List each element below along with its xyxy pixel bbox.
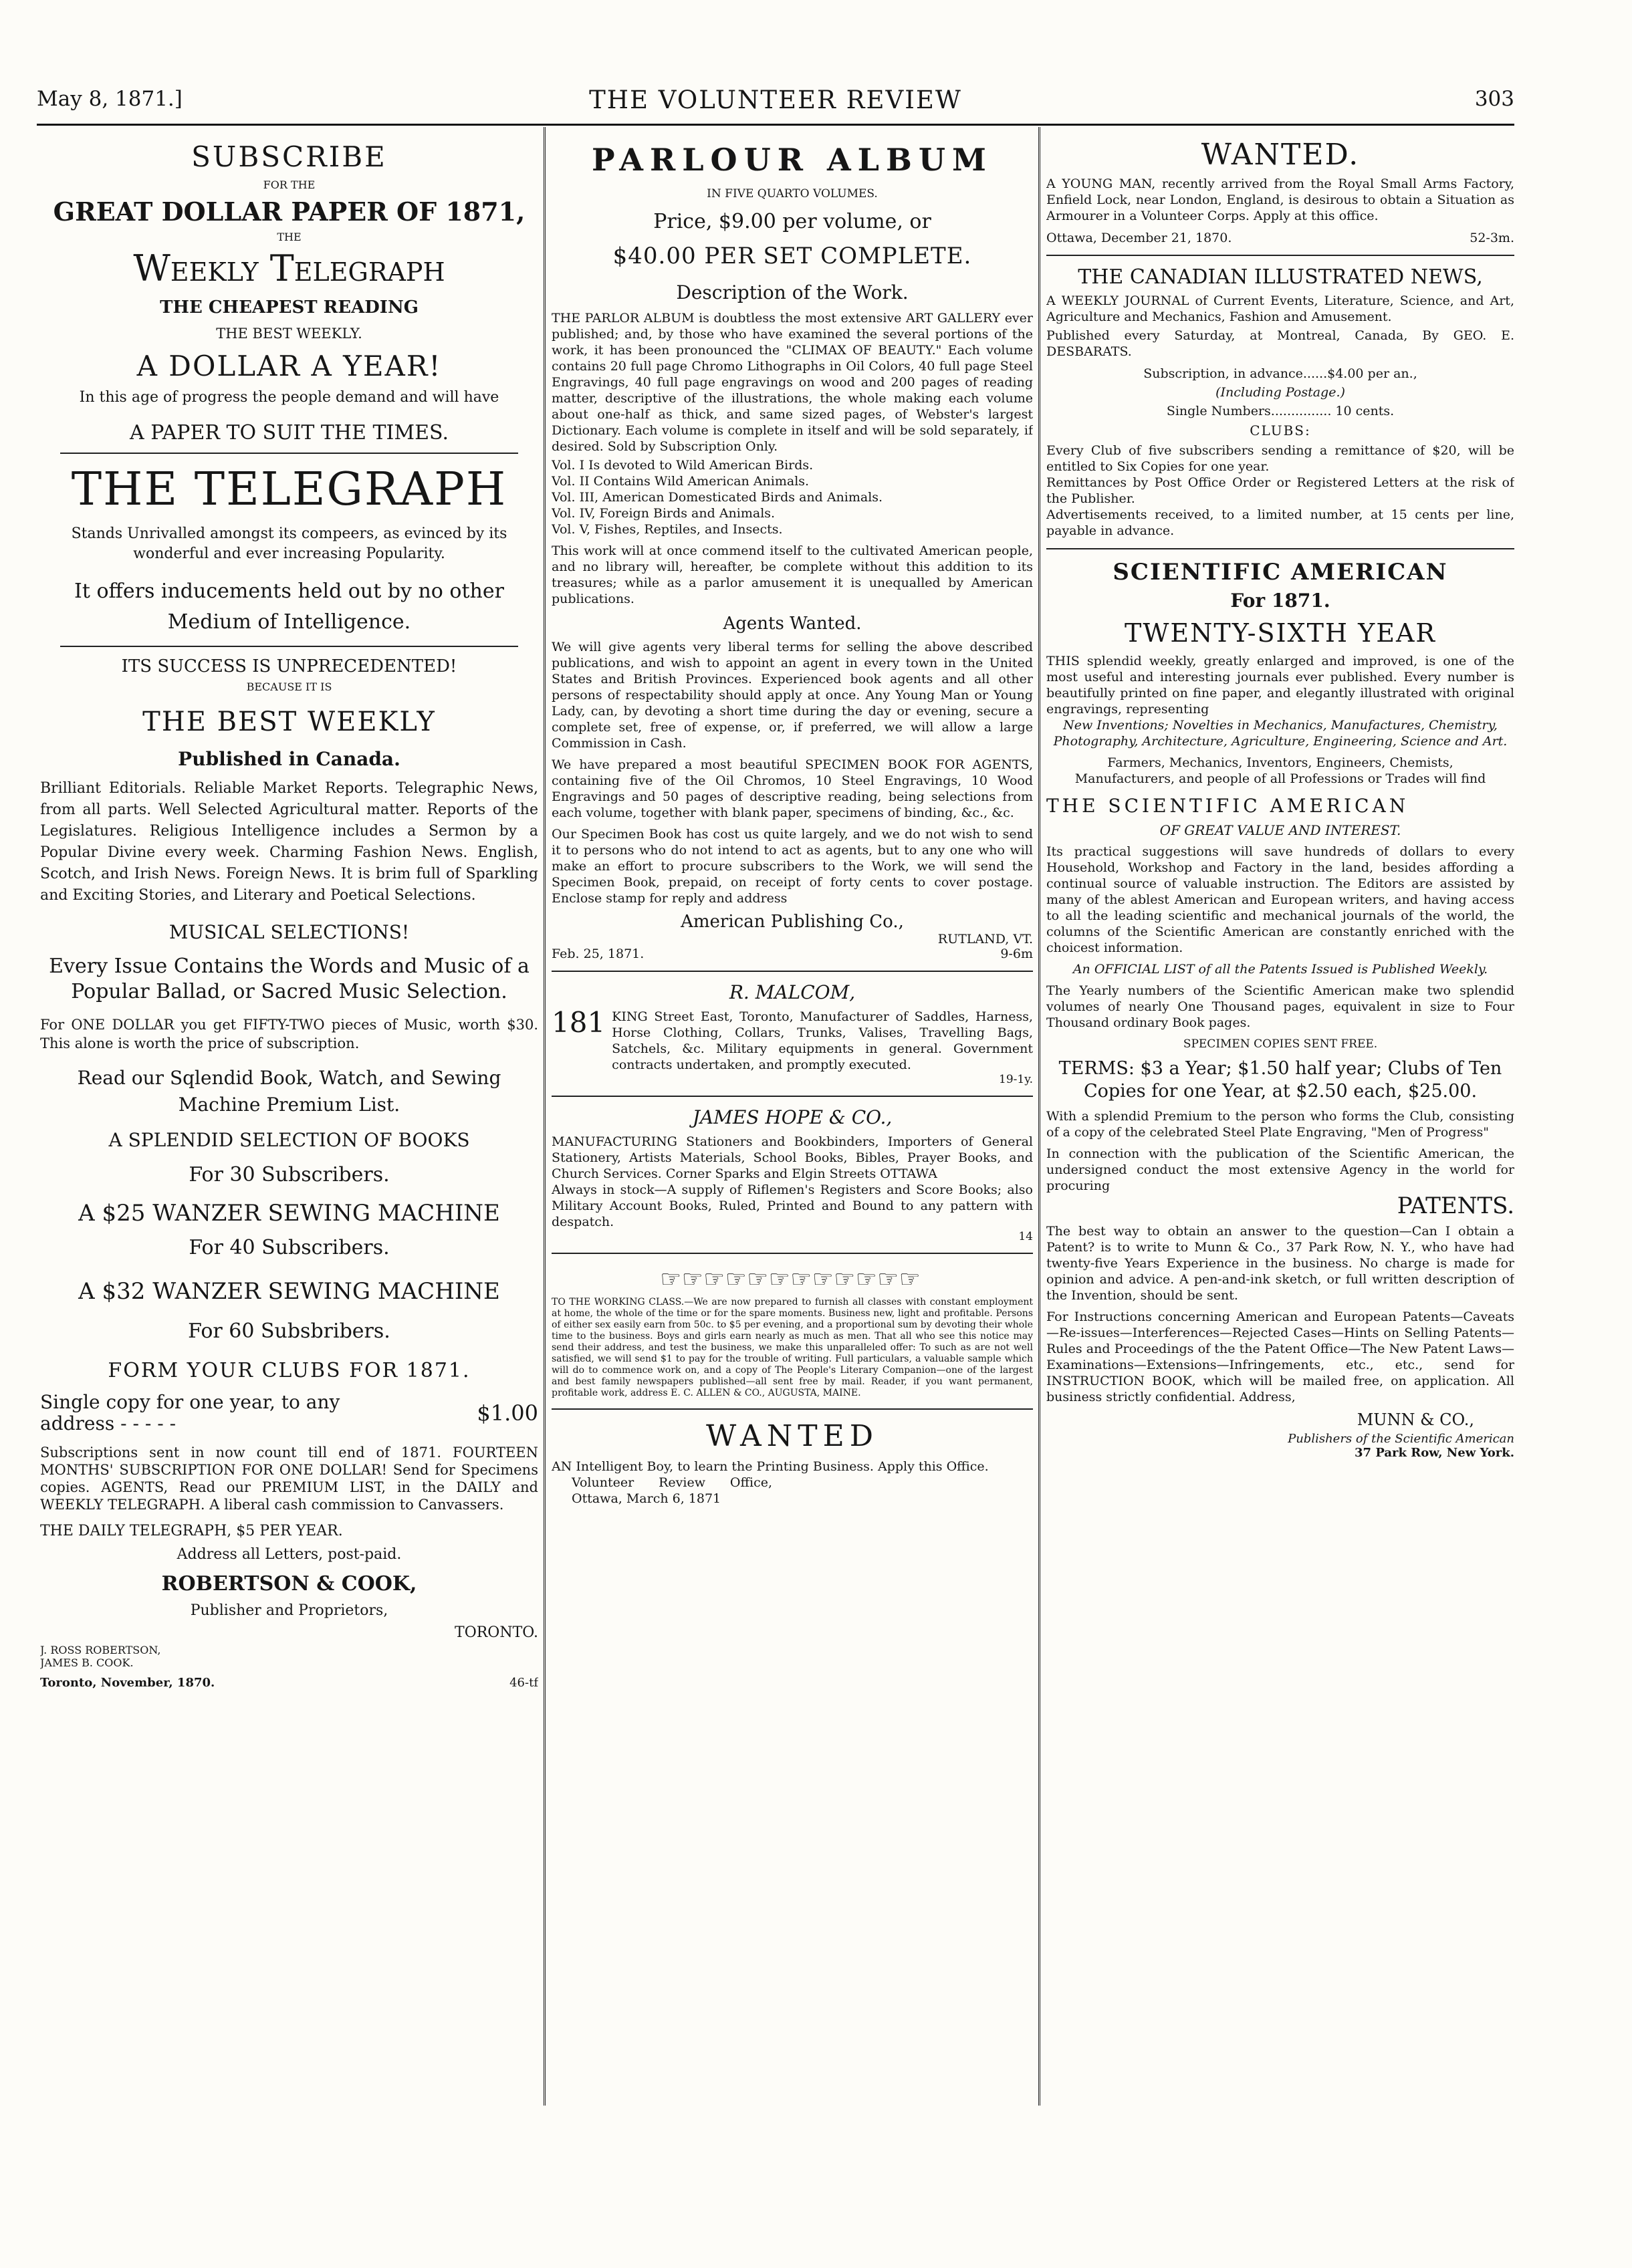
for-1871: For 1871. [1230, 590, 1330, 612]
scientific-american-heading: SCIENTIFIC AMERICAN [1113, 559, 1448, 586]
column-divider-2 [1038, 127, 1040, 2106]
dollar-a-year: A DOLLAR A YEAR! [136, 350, 442, 382]
best-weekly-heading: THE BEST WEEKLY [142, 707, 436, 737]
every-club-text: Every Club of five subscribers sending a remittance of $20, will be entitled to Six Copies for one year. [1046, 443, 1514, 474]
remittances-text: Remittances by Post Office Order or Registered Letters at the risk of the Publisher. [1046, 475, 1514, 506]
address-letters: Address all Letters, post-paid. [177, 1546, 402, 1563]
canadian-illustrated-heading: THE CANADIAN ILLUSTRATED NEWS, [1078, 265, 1483, 289]
stands-unrivalled-text: Stands Unrivalled amongst its compeers, as evinced by its wonderful and ever increasing Popularity. [71, 525, 507, 562]
single-copy-row [40, 1392, 538, 1434]
the-label: THE [277, 231, 302, 243]
column-parlour-album [552, 134, 1033, 1507]
park-row-address: 37 Park Row, New York. [1355, 1446, 1514, 1460]
feb-date: Feb. 25, 1871. [552, 947, 645, 961]
hope-text-2: Always in stock—A supply of Riflemen's Registers and Score Books; also Military Account Books, Ruled, Printed and Bound to any pattern with despatch. [552, 1182, 1033, 1229]
parlour-album-heading: PARLOUR ALBUM [592, 142, 993, 178]
volume-item: Vol. I Is devoted to Wild American Birds. [552, 458, 814, 473]
weekly-journal-text: A WEEKLY JOURNAL of Current Events, Literature, Science, and Art, Agriculture and Mechanics, Fashion and Amusement. [1046, 293, 1514, 324]
wanted-boy-text: AN Intelligent Boy, to learn the Printing Business. Apply this Office. [552, 1459, 989, 1474]
daily-telegraph-price: THE DAILY TELEGRAPH, $5 PER YEAR. [40, 1523, 343, 1539]
ottawa-date-row [1046, 231, 1514, 245]
our-specimen-text: Our Specimen Book has cost us quite largely, and we do not wish to send it to persons who do not intend to act as agents, but to any one who will make an effort to procure subscribers to the Work, we will send the Specimen Book, prepaid, on receipt of forty cents to cover postage. Enclose stamp for reply and address [552, 827, 1033, 906]
agents-wanted-heading: Agents Wanted. [723, 614, 862, 634]
malcom-number: 181 [552, 1006, 606, 1039]
twenty-sixth-year: TWENTY-SIXTH YEAR [1124, 618, 1437, 648]
great-dollar-paper: GREAT DOLLAR PAPER OF 1871, [53, 197, 526, 227]
best-weekly-line: THE BEST WEEKLY. [216, 326, 362, 342]
separator [552, 1096, 1033, 1097]
five-volumes: IN FIVE QUARTO VOLUMES. [707, 187, 878, 201]
subscriptions-text: Subscriptions sent in now count till end of 1871. FOURTEEN MONTHS' SUBSCRIPTION FOR ONE DOLLAR! Send for Specimens copies. AGENTS, Read our PREMIUM LIST, in the DAILY and WEEKLY TELEGRAPH. A liberal cash commission to Canvassers. [40, 1444, 538, 1513]
including-postage: (Including Postage.) [1215, 385, 1345, 400]
column-divider-1 [544, 127, 546, 2106]
published-in-canada: Published in Canada. [178, 748, 400, 770]
for-40-subscribers: For 40 Subscribers. [189, 1236, 390, 1259]
rutland-label: RUTLAND, VT. [937, 932, 1033, 947]
parlor-album-description: THE PARLOR ALBUM is doubtless the most extensive ART GALLERY ever published; and, by those who have examined the several portions of the work, it has been pronounced the "CLIMAX OF BEAUTY." Each volume contains 20 full page Chromo Lithographs in Oil Colors, 40 full page Steel Engravings, 40 full page engravings on wood and 200 pages of reading matter, descriptive of the illustrations, the whole making each volume about one-half as thick, and same sized pages, of Webster's largest Dictionary. Each volume is complete in itself and will be sold separately, if desired. Sold by Subscription Only. [552, 311, 1033, 454]
separator [1046, 548, 1514, 549]
farmers-text: Farmers, Mechanics, Inventors, Engineers, Chemists, Manufacturers, and people of all Professions or Trades will find [1074, 755, 1486, 786]
separator [1046, 255, 1514, 256]
for-the-label: FOR THE [263, 178, 316, 191]
form-your-clubs: FORM YOUR CLUBS FOR 1871. [108, 1359, 471, 1382]
every-issue-text: Every Issue Contains the Words and Music of a Popular Ballad, or Sacred Music Selection. [49, 955, 530, 1003]
volume-item: Vol. V, Fishes, Reptiles, and Insects. [552, 522, 783, 537]
weekly-telegraph-heading: Weekly Telegraph [133, 247, 445, 289]
separator [60, 453, 518, 454]
separator [552, 971, 1033, 972]
ottawa-date: Ottawa, December 21, 1870. [1046, 231, 1232, 245]
wanted-armourer-text: A YOUNG MAN, recently arrived from the Royal Small Arms Factory, Enfield Lock, near London, England, is desirous to obtain a Situation as Armourer in a Volunteer Corps. Apply at this office. [1046, 176, 1514, 223]
subscribe-heading: SUBSCRIBE [191, 140, 387, 173]
wanted-heading: WANTED. [1201, 138, 1360, 172]
in-connection-text: In connection with the publication of the Scientific American, the undersigned conduct the most extensive Agency in the world for procuring [1046, 1146, 1514, 1193]
working-class-text: TO THE WORKING CLASS.—We are now prepared to furnish all classes with constant employment at home, the whole of the time or for the spare moments. Business new, light and profitable. Persons of either sex easily earn from 50c. to $5 per evening, and a proportional sum by devoting their whole time to the business. Boys and girls earn nearly as much as men. That all who see this notice may send their address, and test the business, we make this unparalleled offer: To such as are not well satisfied, we will send $1 to pay for the trouble of writing. Full particulars, a valuable sample which will do to commence work on, and a copy of The People's Literary Companion—one of the largest and best family newspapers published—all sent free by mail. Reader, if you want permanent, profitable work, address E. C. ALLEN & CO., AUGUSTA, MAINE. [552, 1297, 1033, 1398]
practical-suggestions-text: Its practical suggestions will save hundreds of dollars to every Household, Workshop and Factory in the land, besides affording a continual source of valuable instruction. The Editors are assisted by many of the ablest American and European writers, and having access to all the leading scientific and mechanical journals of the world, the columns of the Scientific American are constantly enriched with the choicest information. [1046, 844, 1514, 955]
offers-inducements-text: It offers inducements held out by no other Medium of Intelligence. [74, 580, 504, 634]
instructions-text: For Instructions concerning American and European Patents—Caveats—Re-issues—Interferences—Rejected Cases—Hints on Selling Patents—Rules and Proceedings of the the Patent Office—The New Patent Laws—Examinations—Extensions—Infringements, etc., etc., send for INSTRUCTION BOOK, which will be mailed free, on application. All business strictly confidential. Address, [1046, 1309, 1514, 1404]
ottawa-code: 52-3m. [1470, 231, 1514, 245]
malcom-ad [552, 1006, 1033, 1073]
because-it-is: BECAUSE IT IS [246, 680, 332, 693]
published-text: Published every Saturday, at Montreal, Canada, By GEO. E. DESBARATS. [1046, 328, 1514, 359]
volume-item: Vol. III, American Domesticated Birds and Animals. [552, 490, 883, 505]
header-rule [37, 124, 1514, 126]
specimen-book-text: We have prepared a most beautiful SPECIMEN BOOK FOR AGENTS, containing five of the Oil Chromos, 10 Steel Engravings, 10 Wood Engravings and 50 pages of descriptive reading, being selections from each volume, together with blank paper, specimens of binding, &c., &c. [552, 757, 1033, 820]
robertson-cook: ROBERTSON & COOK, [161, 1572, 417, 1596]
premium-list-text: Read our Sqlendid Book, Watch, and Sewing Machine Premium List. [77, 1067, 501, 1116]
premium-text: With a splendid Premium to the person who forms the Club, consisting of a copy of the celebrated Steel Plate Engraving, "Men of Progress" [1046, 1109, 1514, 1140]
description-heading: Description of the Work. [676, 281, 909, 303]
hope-heading: JAMES HOPE & CO., [692, 1106, 893, 1128]
hope-code: 14 [1018, 1230, 1033, 1243]
munn-co: MUNN & CO., [1357, 1410, 1474, 1429]
single-copy-price: $1.00 [477, 1400, 538, 1426]
official-list-text: An OFFICIAL LIST of all the Patents Issued is Published Weekly. [1072, 962, 1488, 977]
best-way-text: The best way to obtain an answer to the question—Can I obtain a Patent? is to write to Munn & Co., 37 Park Row, N. Y., who have had twenty-five Years Experience in the business. No charge is made for opinion and advice. A pen-and-ink sketch, or full written description of the Invention, should be sent. [1046, 1224, 1514, 1303]
specimen-copies: SPECIMEN COPIES SENT FREE. [1183, 1037, 1378, 1051]
toronto-date-row [40, 1676, 538, 1690]
column-scientific-american [1046, 134, 1514, 1460]
malcom-text: KING Street East, Toronto, Manufacturer of Saddles, Harness, Horse Clothing, Collars, Trunks, Valises, Travelling Bags, Satchels, &c. Military equipments in general. Government contracts undertaken, and promptly executed. [612, 1009, 1033, 1072]
ad-code: 46-tf [509, 1676, 538, 1690]
of-great-value: OF GREAT VALUE AND INTEREST. [1159, 822, 1401, 838]
separator [552, 1408, 1033, 1410]
terms-text: TERMS: $3 a Year; $1.50 half year; Clubs of Ten Copies for one Year, at $2.50 each, $25.00. [1058, 1058, 1502, 1102]
single-numbers-price: Single Numbers............... 10 cents. [1166, 404, 1395, 418]
success-unprecedented: ITS SUCCESS IS UNPRECEDENTED! [121, 656, 457, 676]
page-header [37, 80, 1514, 120]
malcom-code: 19-1y. [999, 1073, 1033, 1086]
separator [60, 646, 518, 647]
volume-item: Vol. IV, Foreign Birds and Animals. [552, 506, 776, 521]
wanzer-25-machine: A $25 WANZER SEWING MACHINE [78, 1200, 500, 1227]
price-per-volume: Price, $9.00 per volume, or [653, 210, 931, 233]
publisher-proprietors: Publisher and Proprietors, [190, 1602, 388, 1619]
splendid-selection-books: A SPLENDID SELECTION OF BOOKS [108, 1129, 470, 1151]
james-cook: JAMES B. COOK. [40, 1656, 134, 1669]
feb-date-row [552, 947, 1033, 961]
for-30-subscribers: For 30 Subscribers. [189, 1163, 390, 1186]
clubs-heading: CLUBS: [1250, 422, 1311, 438]
newspaper-title: THE VOLUNTEER REVIEW [589, 86, 962, 114]
column-telegraph-ad [40, 134, 538, 1690]
the-telegraph-heading: THE TELEGRAPH [71, 463, 507, 516]
toronto-label: TORONTO. [455, 1624, 538, 1641]
advertisements-text: Advertisements received, to a limited number, at 15 cents per line, payable in advance. [1046, 507, 1514, 538]
musical-selections-heading: MUSICAL SELECTIONS! [168, 921, 410, 943]
american-publishing: American Publishing Co., [681, 912, 904, 932]
for-60-subscribers: For 60 Subsbribers. [188, 1319, 390, 1343]
single-copy-text: Single copy for one year, to any address - - - - - [40, 1391, 340, 1434]
this-splendid-text: THIS splendid weekly, greatly enlarged and improved, is one of the most useful and interesting journals ever published. Every number is beautifully printed on fine paper, and elegantly illustrated with original engravings, representing [1046, 654, 1514, 717]
separator [552, 1253, 1033, 1254]
age-of-progress-text: In this age of progress the people demand and will have [79, 389, 499, 406]
patents-heading: PATENTS. [1397, 1192, 1514, 1219]
feb-code: 9-6m [1000, 947, 1033, 961]
paper-to-suit-line: A PAPER TO SUIT THE TIMES. [130, 421, 449, 445]
price-per-set: $40.00 PER SET COMPLETE. [612, 243, 972, 269]
agents-text: We will give agents very liberal terms for selling the above described publications, and wish to appoint an agent in every town in the United States and British Provinces. Experienced book agents and all other persons of respectability should apply at once. Any Young Man or Young Lady, can, by devoting a short time during the day or evening, secure a complete set, free of expense, or, if preferred, we will allow a large Commission in Cash. [552, 640, 1033, 751]
volume-list [552, 457, 1033, 537]
new-inventions-text: New Inventions; Novelties in Mechanics, Manufactures, Chemistry, Photography, Architecture, Agriculture, Engineering, Science and Art. [1053, 718, 1508, 749]
this-work-text: This work will at once commend itself to the cultivated American people, and no library will, hereafter, be complete without this addition to its treasures; while as a parlor amusement it is unequalled by American publications. [552, 543, 1033, 606]
yearly-numbers-text: The Yearly numbers of the Scientific American make two splendid volumes of nearly One Thousand pages, equivalent in size to Four Thousand ordinary Book pages. [1046, 983, 1514, 1030]
wanted-heading: WANTED [705, 1419, 879, 1453]
ross-robertson: J. ROSS ROBERTSON, [40, 1644, 161, 1656]
volume-item: Vol. II Contains Wild American Animals. [552, 474, 810, 489]
features-paragraph: Brilliant Editorials. Reliable Market Reports. Telegraphic News, from all parts. Well Selected Agricultural matter. Reports of the Legislatures. Religious Intelligence includes a Sermon by a Popular Divine every week. Charming Fashion News. English, Scotch, and Irish News. Foreign News. It is brim full of Sparkling and Exciting Stories, and Literary and Poetical Selections. [40, 780, 538, 904]
subscription-price: Subscription, in advance......$4.00 per an., [1143, 366, 1417, 381]
malcom-heading: R. MALCOM, [729, 981, 856, 1003]
hope-text: MANUFACTURING Stationers and Bookbinders, Importers of General Stationery, Artists Materials, School Books, Bibles, Prayer Books, and Church Services. Corner Sparks and Elgin Streets OTTAWA [552, 1134, 1033, 1181]
cheapest-reading: THE CHEAPEST READING [160, 297, 419, 318]
pointing-hand-icon: ☞☞☞☞☞☞☞☞☞☞☞☞ [662, 1262, 923, 1296]
toronto-date: Toronto, November, 1870. [40, 1676, 215, 1690]
volunteer-office: Volunteer Review Office, Ottawa, March 6, 1871 [572, 1475, 772, 1506]
for-one-dollar-text: For ONE DOLLAR you get FIFTY-TWO pieces of Music, worth $30. This alone is worth the price of subscription. [40, 1017, 538, 1051]
issue-date: May 8, 1871.] [37, 87, 183, 111]
wanzer-32-machine: A $32 WANZER SEWING MACHINE [78, 1278, 500, 1305]
the-scientific-american: THE SCIENTIFIC AMERICAN [1046, 795, 1409, 817]
page-number: 303 [1474, 87, 1514, 111]
publishers-line: Publishers of the Scientific American [1288, 1432, 1514, 1446]
